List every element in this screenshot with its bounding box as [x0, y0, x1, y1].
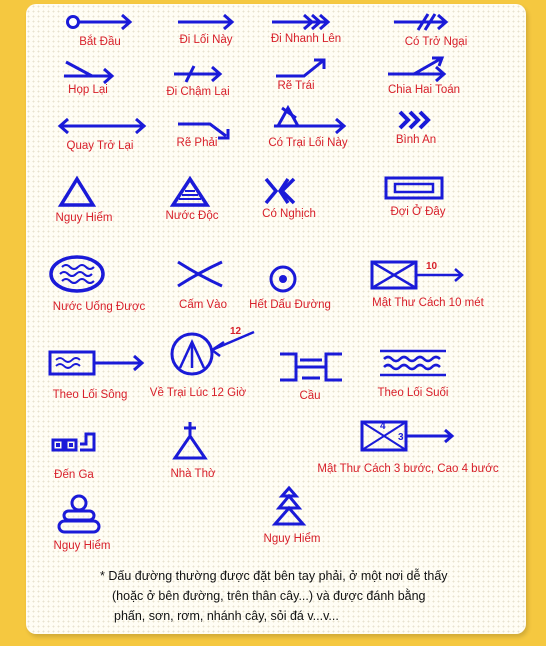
- footnote: [100, 566, 520, 626]
- label-co-nghich: Có Nghịch: [262, 208, 316, 220]
- label-nguy-hiem: Nguy Hiểm: [55, 212, 113, 224]
- label-re-phai: Rẽ Phải: [176, 137, 218, 149]
- label-mat-thu-10: Mật Thư Cách 10 mét: [372, 297, 484, 309]
- message-distance-number: 10: [426, 261, 438, 272]
- follow-stream-icon: [378, 348, 448, 378]
- camp-time-number: 12: [230, 326, 242, 337]
- label-den-ga: Đến Ga: [54, 469, 94, 481]
- danger-stones-icon: [56, 494, 102, 536]
- railway-station-icon: [50, 432, 98, 456]
- label-cam-vao: Cấm Vào: [179, 299, 227, 311]
- obstacle-sign-icon: [392, 10, 450, 34]
- wait-here-icon: [384, 176, 444, 202]
- label-di-nhanh-len: Đi Nhanh Lên: [270, 33, 342, 45]
- start-sign-icon: [64, 10, 134, 34]
- label-chia-hai-toan: Chia Hai Toán: [387, 84, 461, 96]
- end-of-trail-icon: [268, 264, 298, 294]
- slow-down-sign-icon: [172, 62, 224, 86]
- danger-tree-icon: [272, 484, 306, 530]
- this-way-sign-icon: [176, 10, 236, 34]
- label-bat-dau: Bắt Đầu: [79, 36, 121, 48]
- message-3-4-icon: [360, 420, 456, 452]
- label-di-cham-lai: Đi Chậm Lại: [166, 86, 230, 98]
- label-hop-lai: Họp Lại: [68, 84, 108, 96]
- turn-left-sign-icon: [274, 56, 328, 82]
- footnote-line-1: * Dấu đường thường được đặt bên tay phải, ở một nơi dễ thấy: [100, 569, 448, 583]
- label-theo-loi-song: Theo Lối Sông: [52, 389, 128, 401]
- message-steps-number: 3: [398, 432, 404, 443]
- label-nguy-hiem-3: Nguy Hiểm: [263, 533, 321, 545]
- footnote-line-2: (hoặc ở bên đường, trên thân cây...) và được đánh bằng: [112, 589, 426, 603]
- label-mat-thu-3-4: Mật Thư Cách 3 bước, Cao 4 bước: [317, 463, 499, 475]
- poison-water-icon: [170, 176, 210, 208]
- bridge-icon: [276, 348, 346, 386]
- enemy-sign-icon: [262, 176, 298, 206]
- label-quay-tro-lai: Quay Trở Lại: [66, 140, 134, 152]
- go-back-sign-icon: [58, 114, 148, 138]
- no-entry-icon: [176, 260, 224, 288]
- label-doi-o-day: Đợi Ở Đây: [390, 206, 446, 218]
- label-cau: Cầu: [299, 390, 321, 402]
- church-icon: [172, 420, 208, 462]
- gather-sign-icon: [62, 58, 116, 86]
- label-nuoc-doc: Nước Độc: [165, 210, 219, 222]
- label-binh-an: Bình An: [395, 134, 437, 146]
- split-sign-icon: [386, 54, 450, 84]
- label-het-dau-duong: Hết Dấu Đường: [249, 299, 331, 311]
- label-ve-trai-12: Về Trại Lúc 12 Giờ: [149, 387, 247, 399]
- message-10m-icon: [370, 258, 466, 290]
- label-di-loi-nay: Đi Lối Này: [179, 34, 233, 46]
- camp-this-way-sign-icon: [272, 104, 348, 132]
- label-re-trai: Rẽ Trái: [277, 80, 315, 92]
- footnote-line-3: phấn, sơn, rơm, nhánh cây, sỏi đá v...v...: [114, 609, 339, 623]
- label-theo-loi-suoi: Theo Lối Suối: [377, 387, 449, 399]
- label-nha-tho: Nhà Thờ: [170, 468, 216, 480]
- follow-river-icon: [48, 350, 146, 376]
- label-nuoc-uong-duoc: Nước Uống Được: [52, 301, 146, 313]
- hurry-sign-icon: [270, 10, 332, 34]
- drinking-water-icon: [48, 254, 106, 294]
- back-to-camp-clock-icon: [166, 330, 258, 380]
- danger-triangle-icon: [58, 176, 96, 208]
- message-height-number: 4: [380, 421, 386, 432]
- label-nguy-hiem-2: Nguy Hiểm: [53, 540, 111, 552]
- label-co-tro-ngai: Có Trở Ngại: [404, 36, 468, 48]
- label-co-trai-loi-nay: Có Trại Lối Này: [268, 137, 348, 149]
- safe-sign-icon: [396, 110, 432, 132]
